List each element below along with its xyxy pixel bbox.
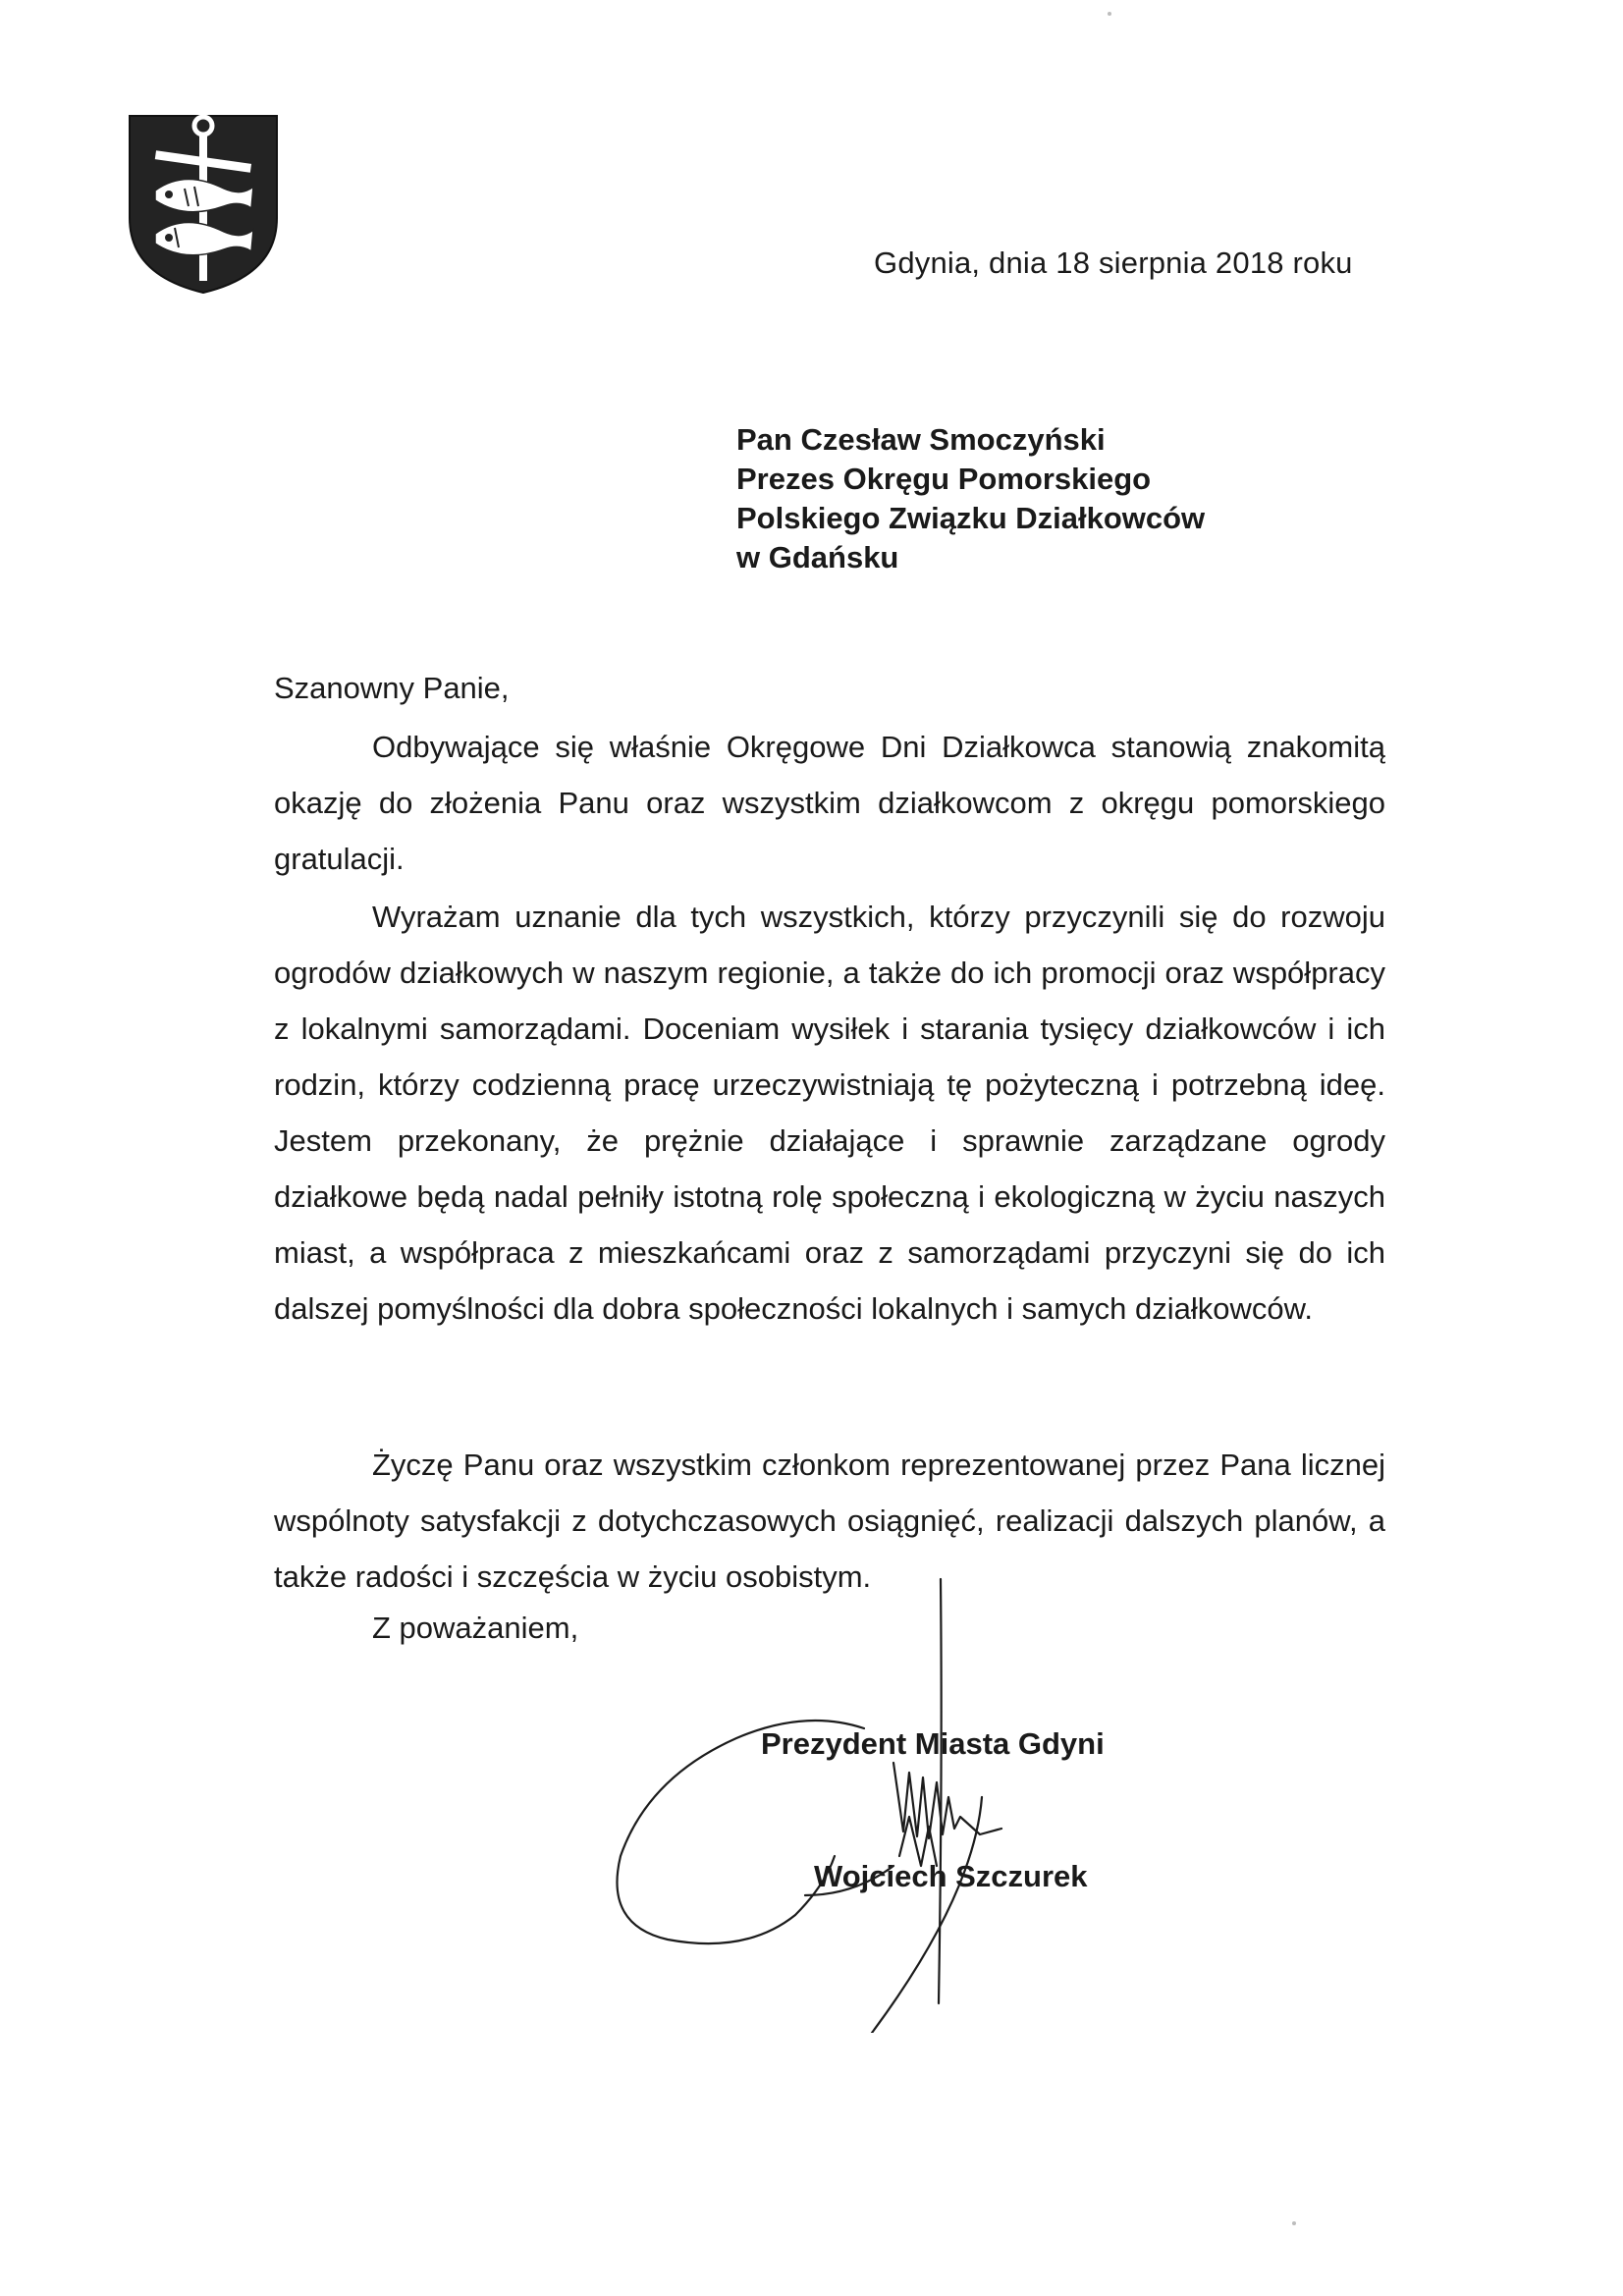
addressee-block	[736, 420, 1205, 577]
scan-speck	[1292, 2221, 1296, 2225]
letter-date: Gdynia, dnia 18 sierpnia 2018 roku	[874, 246, 1353, 280]
body-paragraph: Wyrażam uznanie dla tych wszystkich, którzy przyczynili się do rozwoju ogrodów działkowych w naszym regionie, a także do ich promocji oraz współpracy z lokalnymi samorządami. Doceniam wysiłek i starania tysięcy działkowców i ich rodzin, którzy codzienną pracę urzeczywistniają tę pożyteczną i potrzebną ideę. Jestem przekonany, że prężnie działające i sprawnie zarządzane ogrody działkowe będą nadal pełniły istotną rolę społeczną i ekologiczną w życiu naszych miast, a współpraca z mieszkańcami oraz z samorządami przyczyni się do ich dalszej pomyślności dla dobra społeczności lokalnych i samych działkowców.	[274, 900, 1385, 1326]
closing-phrase: Z poważaniem,	[372, 1611, 579, 1645]
salutation: Szanowny Panie,	[274, 671, 510, 705]
addressee-line: Pan Czesław Smoczyński	[736, 422, 1106, 457]
addressee-line: w Gdańsku	[736, 540, 899, 574]
gdynia-coat-of-arms-icon	[126, 110, 281, 297]
addressee-line: Polskiego Związku Działkowców	[736, 501, 1206, 535]
signatory-title: Prezydent Miasta Gdyni	[761, 1726, 1105, 1761]
addressee-line: Prezes Okręgu Pomorskiego	[736, 462, 1152, 496]
handwritten-signature-icon	[609, 1571, 1159, 2033]
scan-speck	[1108, 12, 1111, 16]
signatory-name: Wojciech Szczurek	[814, 1859, 1088, 1893]
body-paragraph: Życzę Panu oraz wszystkim członkom reprezentowanej przez Pana licznej wspólnoty satysfakcji z dotychczasowych osiągnięć, realizacji dalszych planów, a także radości i szczęścia w życiu osobistym.	[274, 1448, 1385, 1594]
body-paragraph: Odbywające się właśnie Okręgowe Dni Działkowca stanowią znakomitą okazję do złożenia Panu oraz wszystkim działkowcom z okręgu pomorskiego gratulacji.	[274, 730, 1385, 876]
